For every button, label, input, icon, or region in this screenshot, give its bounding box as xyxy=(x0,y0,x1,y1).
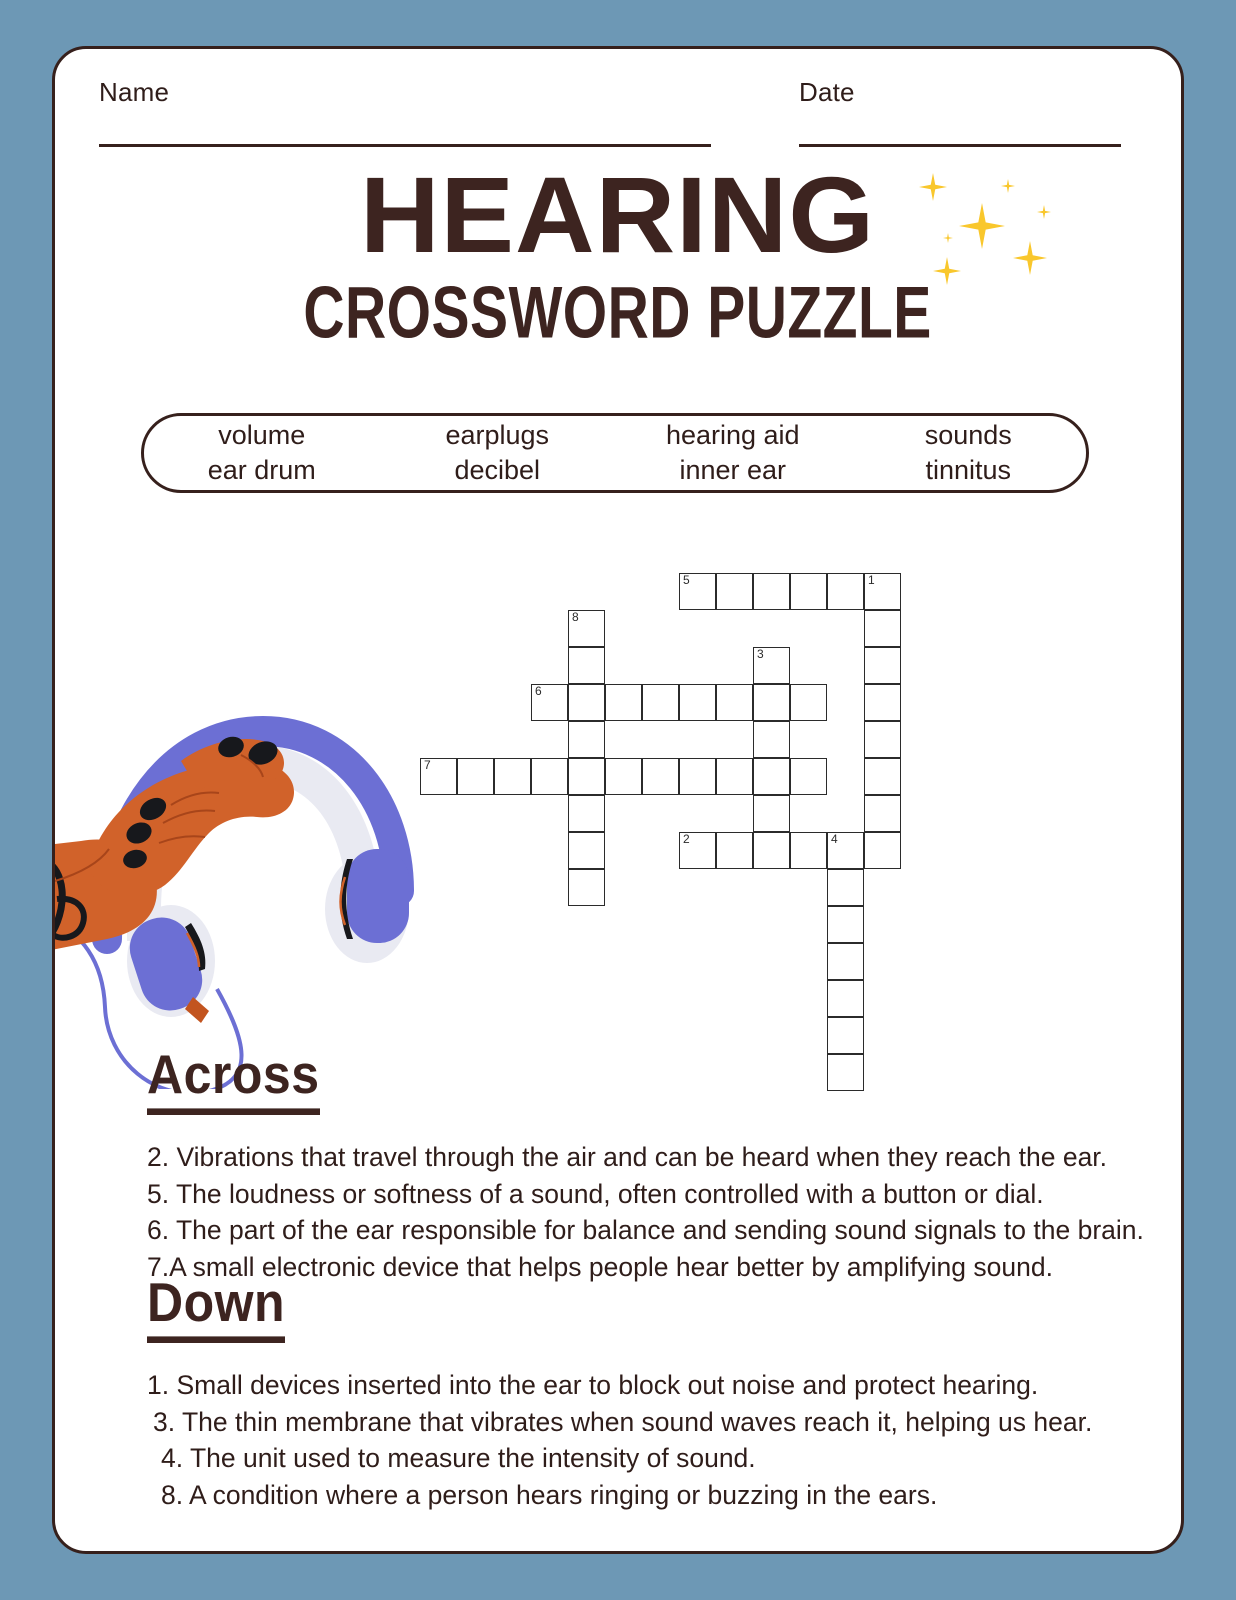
crossword-cell[interactable] xyxy=(864,795,901,832)
word-bank-column xyxy=(615,418,851,487)
word-bank-word: tinnitus xyxy=(925,455,1012,485)
crossword-cell[interactable] xyxy=(605,758,642,795)
word-bank-column xyxy=(380,418,616,487)
worksheet-page xyxy=(52,46,1184,1554)
cell-number: 2 xyxy=(683,832,690,846)
sparkle-icon xyxy=(1001,179,1015,193)
crossword-cell[interactable] xyxy=(864,832,901,869)
crossword-cell[interactable] xyxy=(753,573,790,610)
word-bank-word: volume xyxy=(218,420,306,451)
crossword-cell[interactable] xyxy=(679,684,716,721)
sparkle-icon xyxy=(933,257,961,285)
date-write-line[interactable] xyxy=(799,144,1121,147)
sparkle-icon xyxy=(943,233,953,243)
word-bank-column xyxy=(144,418,380,487)
crossword-cell[interactable] xyxy=(753,795,790,832)
word-bank-word: sounds xyxy=(924,420,1012,451)
across-clue: 2. Vibrations that travel through the air and can be heard when they reach the ear. xyxy=(147,1142,1108,1172)
cell-number: 5 xyxy=(683,573,690,587)
crossword-cell[interactable] xyxy=(716,684,753,721)
crossword-cell[interactable] xyxy=(790,758,827,795)
cell-number: 6 xyxy=(535,684,542,698)
crossword-cell[interactable] xyxy=(753,832,790,869)
down-clue: 3. The thin membrane that vibrates when sound waves reach it, helping us hear. xyxy=(153,1406,1093,1437)
crossword-cell[interactable] xyxy=(753,684,790,721)
crossword-cell[interactable] xyxy=(568,684,605,721)
crossword-cell[interactable] xyxy=(568,758,605,795)
name-write-line[interactable] xyxy=(99,144,711,147)
crossword-cell[interactable] xyxy=(827,980,864,1017)
crossword-cell[interactable] xyxy=(827,906,864,943)
cell-number: 3 xyxy=(757,647,764,661)
crossword-cell[interactable] xyxy=(864,573,901,610)
sparkle-icon xyxy=(919,173,947,201)
sparkle-icon xyxy=(1037,205,1051,219)
across-heading: Across xyxy=(147,1042,320,1115)
crossword-cell[interactable] xyxy=(753,721,790,758)
word-bank-word: decibel xyxy=(454,455,541,485)
headphones-hand-graphic xyxy=(52,609,445,1089)
crossword-cell[interactable] xyxy=(864,610,901,647)
crossword-cell[interactable] xyxy=(827,869,864,906)
word-bank-word: hearing aid xyxy=(665,420,800,451)
student-info-row xyxy=(99,79,1121,159)
sparkle-decoration-icon xyxy=(913,171,1073,301)
crossword-cell[interactable] xyxy=(568,610,605,647)
across-clue: 5. The loudness or softness of a sound, often controlled with a button or dial. xyxy=(147,1178,1044,1209)
crossword-cell[interactable] xyxy=(753,647,790,684)
word-bank-word: inner ear xyxy=(679,455,787,485)
cell-number: 7 xyxy=(424,758,431,772)
crossword-cell[interactable] xyxy=(568,647,605,684)
crossword-cell[interactable] xyxy=(790,684,827,721)
date-field[interactable] xyxy=(799,79,1121,155)
across-clue-list xyxy=(147,1139,1147,1285)
crossword-cell[interactable] xyxy=(790,832,827,869)
name-field[interactable] xyxy=(99,79,711,155)
cell-number: 8 xyxy=(572,610,579,624)
date-label: Date xyxy=(799,77,855,107)
crossword-cell[interactable] xyxy=(864,721,901,758)
down-heading: Down xyxy=(147,1270,285,1343)
crossword-cell[interactable] xyxy=(790,573,827,610)
down-section xyxy=(147,1271,1147,1513)
crossword-cell[interactable] xyxy=(568,832,605,869)
crossword-cell[interactable] xyxy=(864,647,901,684)
word-bank-column xyxy=(851,418,1087,487)
crossword-cell[interactable] xyxy=(716,832,753,869)
word-bank xyxy=(141,413,1089,493)
crossword-cell[interactable] xyxy=(605,684,642,721)
crossword-cell[interactable] xyxy=(716,573,753,610)
word-bank-word: ear drum xyxy=(207,455,316,485)
down-clue: 1. Small devices inserted into the ear to block out noise and protect hearing. xyxy=(147,1370,1039,1400)
crossword-cell[interactable] xyxy=(568,795,605,832)
crossword-cell[interactable] xyxy=(827,832,864,869)
down-clue: 4. The unit used to measure the intensity of sound. xyxy=(161,1443,756,1474)
page-title xyxy=(55,154,1181,355)
crossword-cell[interactable] xyxy=(494,758,531,795)
crossword-cell[interactable] xyxy=(457,758,494,795)
across-clue: 6. The part of the ear responsible for balance and sending sound signals to the brain. xyxy=(147,1215,1144,1246)
crossword-cell[interactable] xyxy=(864,758,901,795)
crossword-cell[interactable] xyxy=(827,943,864,980)
crossword-cell[interactable] xyxy=(531,758,568,795)
crossword-cell[interactable] xyxy=(679,573,716,610)
crossword-cell[interactable] xyxy=(679,758,716,795)
word-bank-word: earplugs xyxy=(445,420,550,451)
cell-number: 4 xyxy=(831,832,838,846)
name-label: Name xyxy=(99,77,170,107)
sparkle-icon xyxy=(959,203,1005,249)
crossword-cell[interactable] xyxy=(864,684,901,721)
crossword-cell[interactable] xyxy=(642,758,679,795)
across-clue: 7.A small electronic device that helps people hear better by amplifying sound. xyxy=(147,1251,1053,1282)
crossword-cell[interactable] xyxy=(568,721,605,758)
across-section xyxy=(147,1043,1147,1285)
crossword-cell[interactable] xyxy=(642,684,679,721)
crossword-cell[interactable] xyxy=(679,832,716,869)
crossword-cell[interactable] xyxy=(568,869,605,906)
headphones-illustration xyxy=(52,609,445,1089)
crossword-cell[interactable] xyxy=(716,758,753,795)
crossword-cell[interactable] xyxy=(753,758,790,795)
crossword-cell[interactable] xyxy=(531,684,568,721)
title-main: HEARING xyxy=(360,154,876,275)
crossword-cell[interactable] xyxy=(827,573,864,610)
sparkle-icon xyxy=(1013,241,1047,275)
cell-number: 1 xyxy=(868,573,875,587)
title-subtitle: CROSSWORD PUZZLE xyxy=(303,273,933,355)
down-clue-list xyxy=(147,1367,1147,1513)
right-ear-cup xyxy=(347,849,409,943)
down-clue: 8. A condition where a person hears ringing or buzzing in the ears. xyxy=(161,1479,938,1510)
